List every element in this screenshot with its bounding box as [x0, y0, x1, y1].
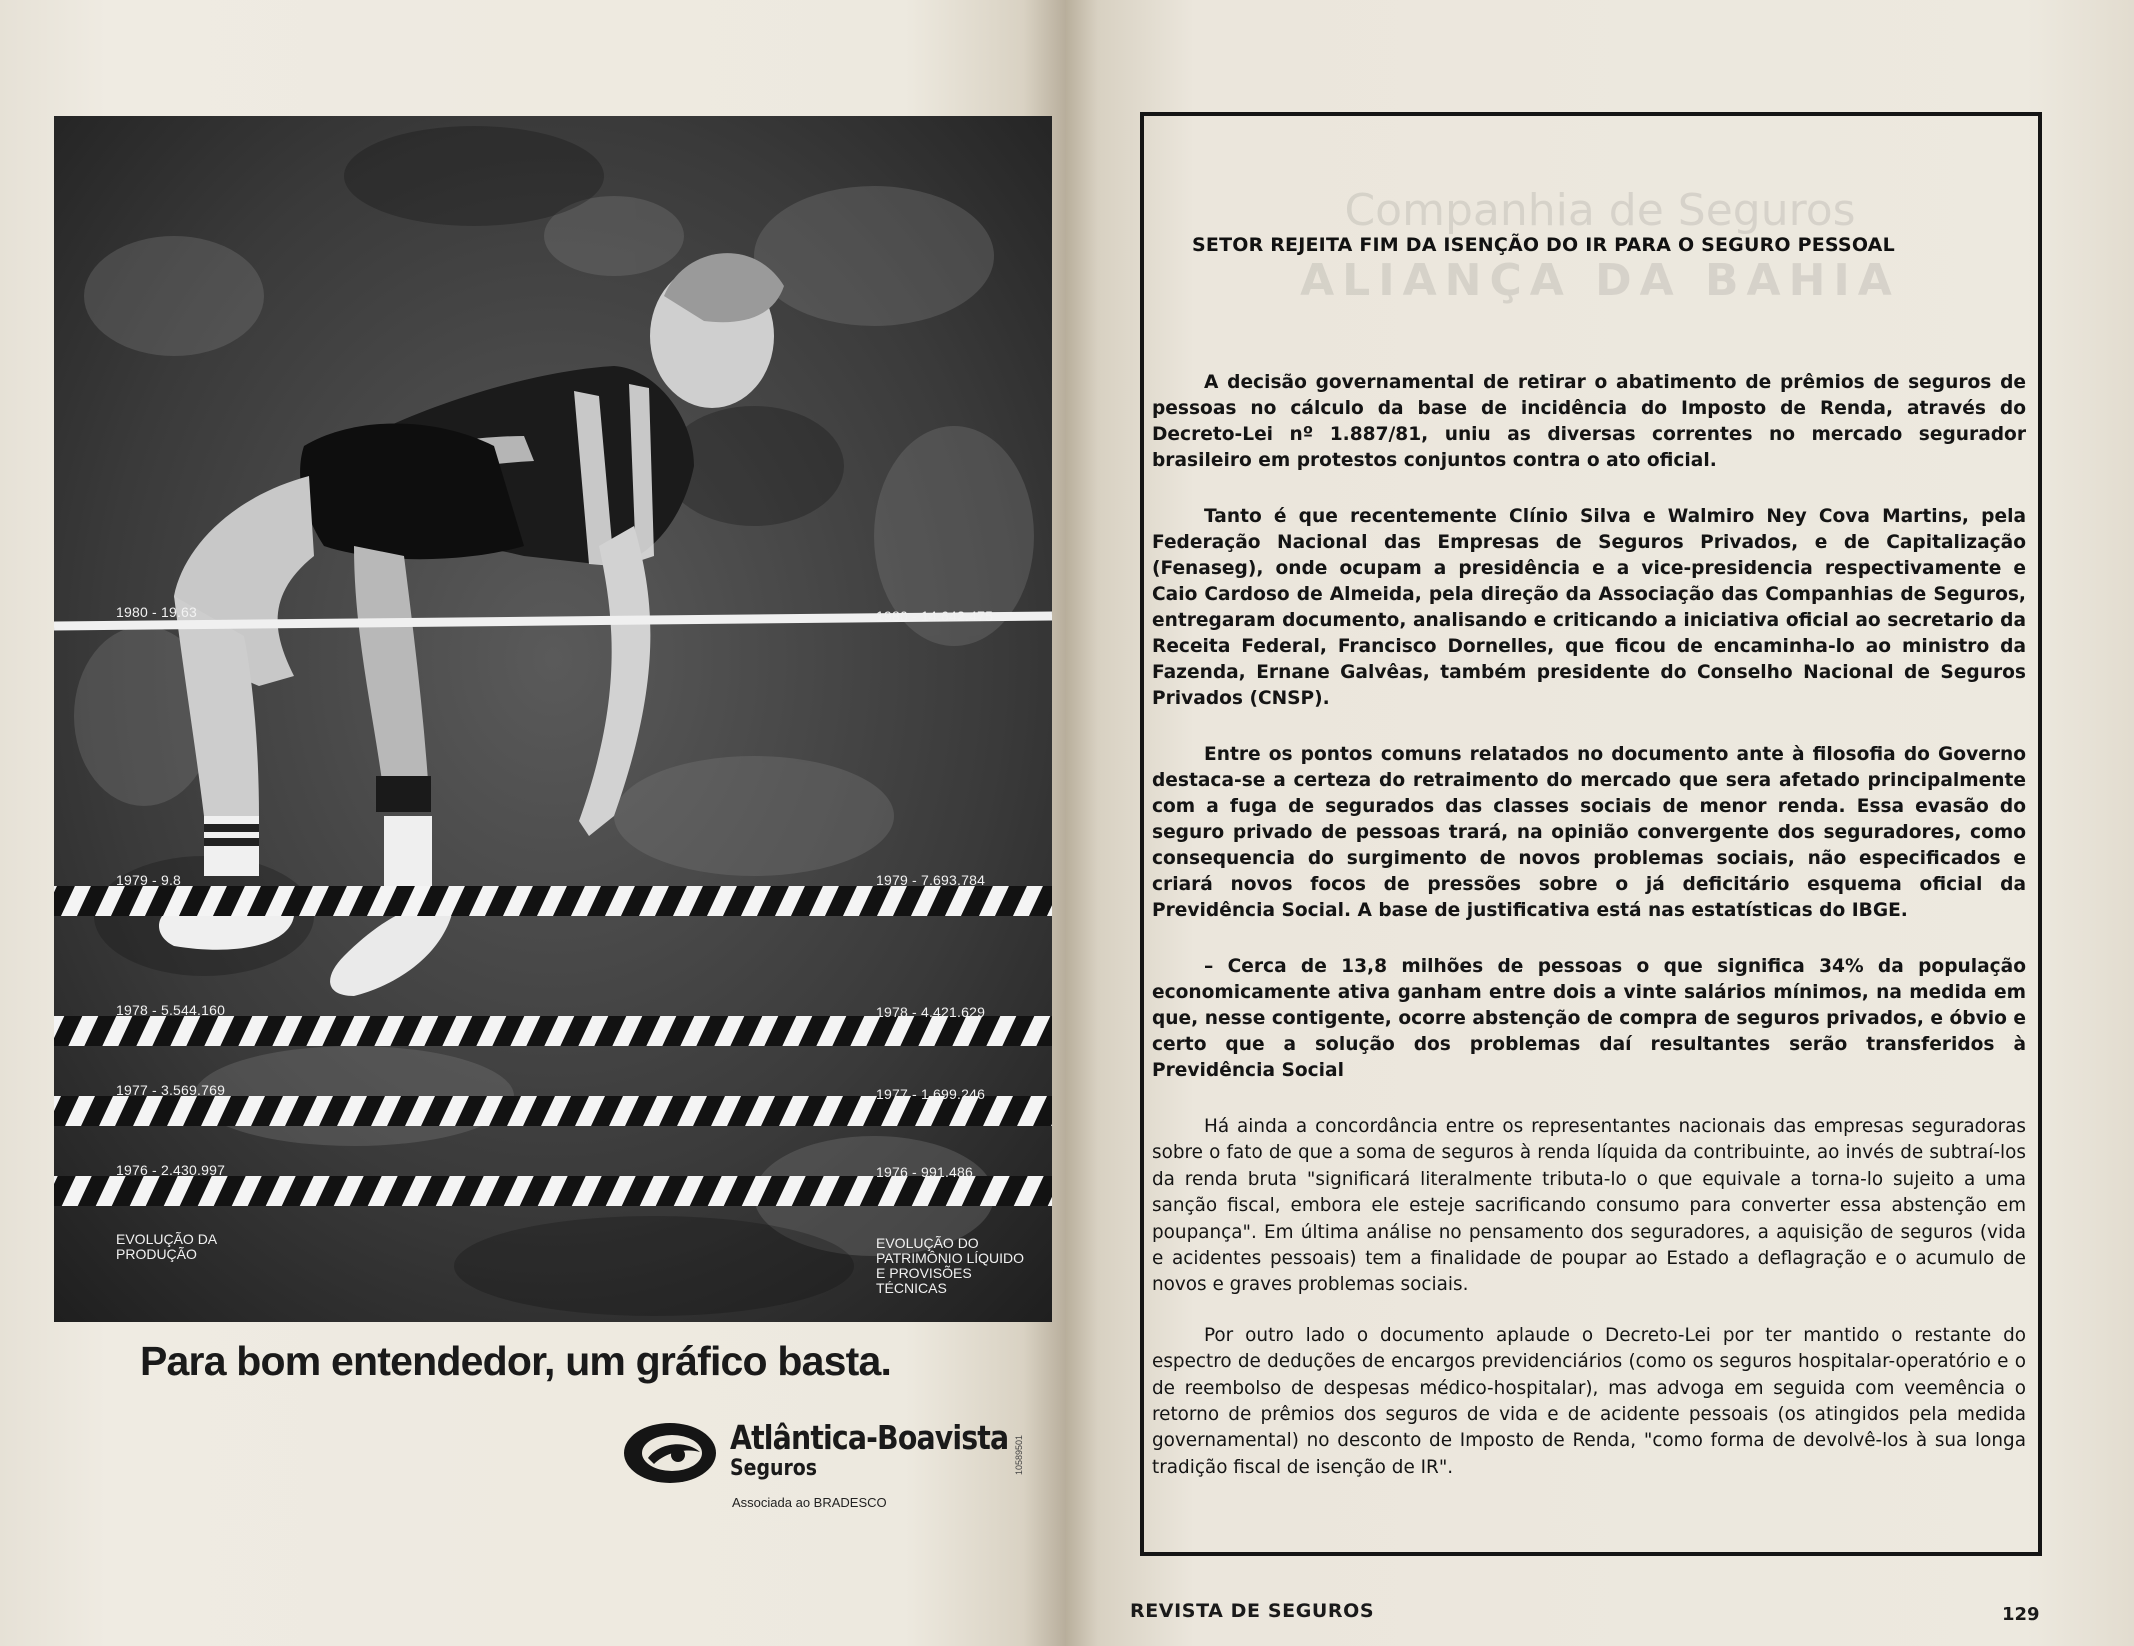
page-number: 129 — [2002, 1604, 2040, 1625]
atlantica-boavista-logo-icon — [620, 1418, 720, 1488]
ad-photo-high-jumper — [54, 116, 1052, 1322]
production-1980-label: 1980 - 19.63 — [116, 604, 198, 620]
brand-subtitle: Seguros — [730, 1456, 818, 1481]
article-paragraph-6: Por outro lado o documento aplaude o Decreto-Lei por ter mantido o restante do espectro de deduções de encargos previdenciários (como os seguros hospitalar-operatório e o de reembolso de despesas médico-hospitalar), mas advoga em seguida com veemência o retorno de prêmios dos seguros de vida e de acidente pessoais (os atingidos pela medida governamental) no desconto de Imposto de Renda, "como forma de devolvê-los à sua longa tradição fiscal de isenção de IR". — [1152, 1324, 2026, 1478]
production-1976-label: 1976 - 2.430.997 — [116, 1162, 226, 1178]
show-through-line-1: Companhia de Seguros — [1344, 185, 1856, 236]
patrimony-1977-label: 1977 - 1.699.246 — [876, 1086, 986, 1102]
article-paragraph-2: Tanto é que recentemente Clínio Silva e Walmiro Ney Cova Martins, pela Federação Nacional das Empresas de Seguros Privados, e de Capitalização (Fenaseg), onde ocupam a presidência e a vice-presidencia respectivamente e Caio Cardoso de Almeida, pela direção da Associação das Companhias de Seguros, entregaram documento, analisando e criticando a iniciativa oficial ao secretario da Receita Federal, Francisco Dornelles, que ficou de encaminha-lo ao ministro da Fazenda, Ernane Galvêas, também presidente do Conselho Nacional de Seguros Privados (CNSP). — [1152, 506, 2026, 709]
patrimony-1976-label: 1976 - 991.486 — [876, 1164, 973, 1180]
article-headline: SETOR REJEITA FIM DA ISENÇÃO DO IR PARA O SEGURO PESSOAL — [1192, 234, 1895, 256]
article-body — [1152, 370, 2026, 1505]
high-jumper-photo-illustration — [54, 116, 1052, 1322]
caption-production: EVOLUÇÃO DA PRODUÇÃO — [116, 1231, 217, 1262]
patrimony-1978-label: 1978 - 4.421.629 — [876, 1004, 986, 1020]
article-paragraph-3: Entre os pontos comuns relatados no documento ante à filosofia do Governo destaca-se a certeza do retraimento do mercado que sera afetado principalmente com a fuga de segurados das classes sociais de menor renda. Essa evasão do seguro privado de pessoas trará, na opinião convergente dos seguradores, como consequencia do surgimento de novos problemas sociais, não especificados e criará novos focos de pressões sobre o já deficitário esquema oficial da Previdência Social. A base de justificativa está nas estatísticas do IBGE. — [1152, 744, 2026, 921]
brand-name: Atlântica-Boavista — [730, 1418, 1009, 1457]
patrimony-1980-label: 1980 - 14.642.475 — [876, 608, 994, 624]
article-paragraph-1: A decisão governamental de retirar o abatimento de prêmios de seguros de pessoas no cálculo da base de incidência do Imposto de Renda, através do Decreto-Lei nº 1.887/81, uniu as diversas correntes no mercado segurador brasileiro em protestos conjuntos contra o ato oficial. — [1152, 372, 2026, 471]
show-through-line-2: ALIANÇA DA BAHIA — [1300, 255, 1900, 306]
article-paragraph-4: – Cerca de 13,8 milhões de pessoas o que significa 34% da população economicamente ativa ganham entre dois a vinte salários mínimos, na medida em que, nesse contigente, ocorre abstenção de compra de seguros privados, e óbvio e certo que a solução dos problemas daí resultantes serão transferidos à Previdência Social — [1152, 956, 2026, 1081]
patrimony-1979-label: 1979 - 7.693.784 — [876, 872, 986, 888]
ad-code: 10589501 — [1014, 1434, 1024, 1475]
article-paragraph-5: Há ainda a concordância entre os representantes nacionais das empresas seguradoras sobre o fato de que a soma de seguros à renda líquida da contribuinte, ao invés de subtraí-los da renda bruta "significará literalmente tributa-lo o que equivale a torna-lo sujeito a uma sanção fiscal, embora ele esteje sacrificando consumo para converter essa abstenção em poupança". Em última análise no pensamento dos seguradores, a aquisição de seguros (vida e acidentes pessoais) tem a finalidade de poupar ao Estado a deflagração e o acumulo de novos e graves problemas sociais. — [1152, 1116, 2026, 1296]
magazine-footer: REVISTA DE SEGUROS — [1130, 1600, 1375, 1622]
caption-patrimony: EVOLUÇÃO DO PATRIMÔNIO LÍQUIDO E PROVISÕES TÉCNICAS — [876, 1235, 1025, 1296]
ad-slogan: Para bom entendedor, um gráfico basta. — [140, 1338, 892, 1384]
brand-association: Associada ao BRADESCO — [732, 1495, 887, 1510]
left-page — [0, 0, 1066, 1646]
production-1979-label: 1979 - 9.8 — [116, 872, 182, 888]
production-1978-label: 1978 - 5.544.160 — [116, 1002, 226, 1018]
production-1977-label: 1977 - 3.569.769 — [116, 1082, 226, 1098]
